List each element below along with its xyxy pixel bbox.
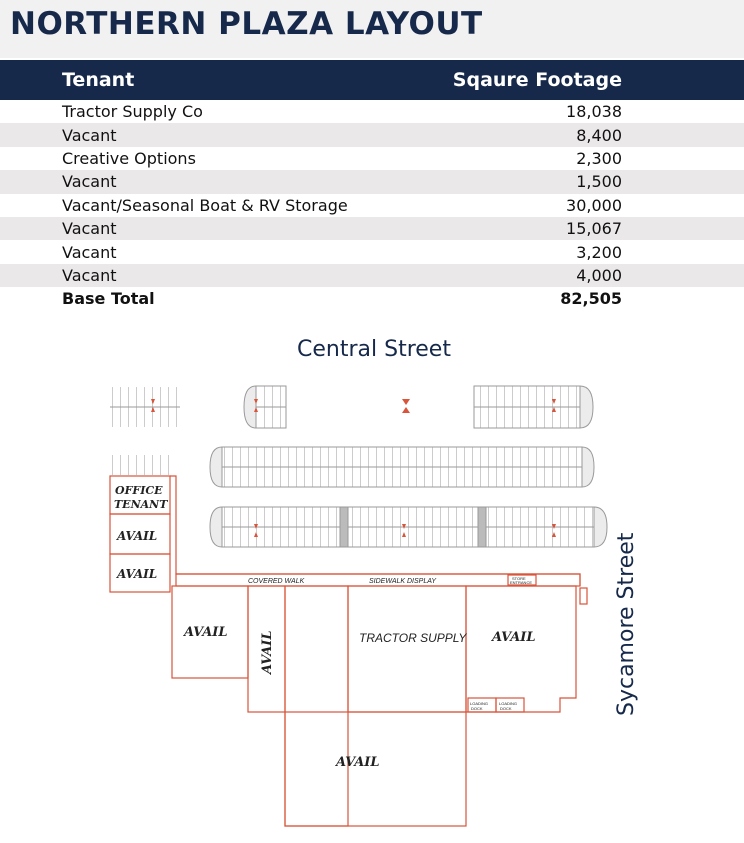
row-sqft: 4,000 bbox=[576, 265, 622, 285]
avail-label: AVAIL bbox=[184, 625, 228, 640]
row-sqft: 8,400 bbox=[576, 125, 622, 145]
row-tenant: Vacant bbox=[62, 125, 117, 145]
parking-block-left-2 bbox=[110, 455, 172, 475]
office-label-1: OFFICE bbox=[115, 484, 163, 497]
header-tenant: Tenant bbox=[62, 69, 135, 91]
row-tenant: Vacant/Seasonal Boat & RV Storage bbox=[62, 195, 348, 215]
parking-row-middle bbox=[210, 447, 594, 487]
row-tenant: Vacant bbox=[62, 265, 117, 285]
row-tenant: Vacant bbox=[62, 219, 117, 239]
tractor-supply-unit bbox=[348, 586, 466, 712]
row-tenant: Vacant bbox=[62, 242, 117, 262]
avail-label: AVAIL bbox=[492, 630, 536, 645]
sycamore-street-label: Sycamore Street bbox=[614, 532, 639, 716]
row-sqft: 30,000 bbox=[566, 195, 622, 215]
row-tenant: Tractor Supply Co bbox=[62, 102, 203, 122]
loading-dock-label: LOADING bbox=[499, 701, 518, 706]
store-entrance-label: ENTRANCE bbox=[510, 580, 533, 585]
row-sqft: 2,300 bbox=[576, 148, 622, 168]
parking-block-top-left bbox=[110, 387, 180, 427]
loading-dock-label: DOCK bbox=[500, 706, 512, 711]
avail-label: AVAIL bbox=[117, 529, 158, 543]
parking-block-top-right bbox=[474, 386, 593, 428]
covered-walk-label: COVERED WALK bbox=[248, 578, 305, 585]
row-tenant: Vacant bbox=[62, 172, 117, 192]
header-sqft: Sqaure Footage bbox=[452, 69, 622, 91]
parking-lot bbox=[110, 386, 607, 547]
parking-row-bottom bbox=[210, 507, 607, 547]
tractor-supply-label: TRACTOR SUPPLY bbox=[359, 631, 467, 645]
row-sqft: 3,200 bbox=[576, 242, 622, 262]
store-entrance-label: STORE bbox=[512, 576, 526, 581]
total-label: Base Total bbox=[62, 289, 155, 309]
office-label-2: TENANT bbox=[114, 498, 168, 511]
light-pole-icon bbox=[402, 399, 410, 413]
row-sqft: 15,067 bbox=[566, 219, 622, 239]
sidewalk-display-label: SIDEWALK DISPLAY bbox=[369, 578, 437, 585]
row-sqft: 1,500 bbox=[576, 172, 622, 192]
row-sqft: 18,038 bbox=[566, 102, 622, 122]
loading-dock-label: LOADING bbox=[470, 701, 489, 706]
avail-unit-5 bbox=[466, 586, 576, 712]
avail-label: AVAIL bbox=[117, 567, 158, 581]
loading-dock-label: DOCK bbox=[471, 706, 483, 711]
avail-label: AVAIL bbox=[260, 630, 275, 674]
page-title: NORTHERN PLAZA LAYOUT bbox=[10, 6, 483, 42]
central-street-label: Central Street bbox=[297, 337, 451, 362]
parking-block-top-middle bbox=[244, 386, 286, 428]
row-tenant: Creative Options bbox=[62, 148, 196, 168]
total-sqft: 82,505 bbox=[560, 289, 622, 309]
avail-label: AVAIL bbox=[336, 755, 380, 770]
